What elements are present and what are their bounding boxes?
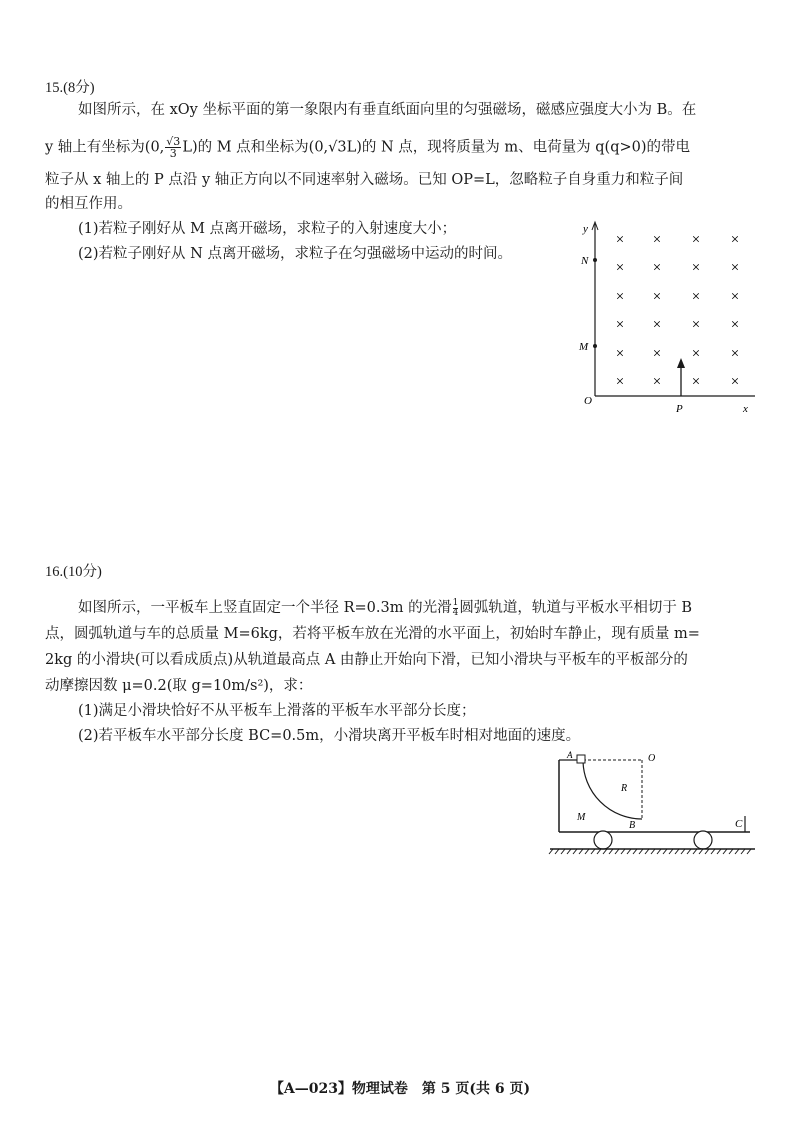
ground-hatch-mark: [639, 849, 643, 854]
field-cross-icon: ×: [691, 289, 701, 305]
origin-label: O: [584, 395, 592, 407]
point-m-label: M: [579, 341, 589, 353]
q15-line2: [45, 136, 690, 159]
cart-track-diagram: [545, 748, 760, 858]
field-cross-icon: ×: [652, 317, 662, 333]
field-cross-icon: ×: [652, 260, 662, 276]
field-cross-icon: ×: [691, 346, 701, 362]
q15-sub1: (1)若粒子刚好从 M 点离开磁场，求粒子的入射速度大小；: [78, 221, 457, 237]
field-cross-icon: ×: [652, 232, 662, 248]
field-cross-icon: ×: [730, 346, 740, 362]
ground-hatch-mark: [591, 849, 595, 854]
q16-frac-den: 4: [452, 607, 459, 618]
point-m: [593, 344, 597, 348]
x-axis-label: x: [743, 403, 748, 415]
point-n: [593, 258, 597, 262]
q15-frac-den: 3: [169, 147, 177, 160]
field-cross-icon: ×: [615, 232, 625, 248]
field-cross-icon: ×: [615, 289, 625, 305]
ground-hatch-mark: [645, 849, 649, 854]
q15-line2-a: y 轴上有坐标为(0,: [45, 139, 165, 156]
field-cross-icon: ×: [691, 317, 701, 333]
ground-hatch-mark: [711, 849, 715, 854]
ground-hatch-mark: [555, 849, 559, 854]
ground-hatch-mark: [627, 849, 631, 854]
ground-hatch-mark: [579, 849, 583, 854]
q15-fraction: [165, 136, 181, 159]
ground-hatch-mark: [573, 849, 577, 854]
ground-hatch-mark: [567, 849, 571, 854]
ground-hatch-mark: [585, 849, 589, 854]
ground-hatch-mark: [687, 849, 691, 854]
ground-hatch-mark: [723, 849, 727, 854]
field-cross-icon: ×: [730, 289, 740, 305]
q16-line3: 2kg 的小滑块(可以看成质点)从轨道最高点 A 由静止开始向下滑，已知小滑块与平板车的平板部分的: [45, 652, 688, 668]
ground-hatch-mark: [603, 849, 607, 854]
ground-hatch-mark: [675, 849, 679, 854]
ground-hatch-mark: [561, 849, 565, 854]
ground-hatch-mark: [693, 849, 697, 854]
ground-hatch-mark: [609, 849, 613, 854]
ground-hatch-mark: [651, 849, 655, 854]
q15-line2-b: L)的 M 点和坐标为(0,√3L)的 N 点，现将质量为 m、电荷量为 q(q>0)的带电: [182, 139, 691, 156]
field-cross-icon: ×: [730, 374, 740, 390]
ground-hatch-mark: [597, 849, 601, 854]
ground-hatch-mark: [657, 849, 661, 854]
field-cross-icon: ×: [615, 260, 625, 276]
field-cross-icon: ×: [691, 232, 701, 248]
y-axis-label: y: [583, 223, 588, 235]
field-cross-icon: ×: [652, 289, 662, 305]
ground-hatch-mark: [681, 849, 685, 854]
ground-hatch-mark: [669, 849, 673, 854]
point-n-label: N: [581, 255, 589, 267]
field-cross-icon: ×: [730, 260, 740, 276]
q16-line4: 动摩擦因数 μ=0.2(取 g=10m/s²)，求：: [45, 678, 313, 694]
ground-hatch: [549, 849, 751, 854]
q16-line1: [78, 598, 692, 618]
label-r: R: [621, 783, 628, 794]
field-cross-icon: ×: [652, 346, 662, 362]
quarter-arc-track: [583, 760, 642, 819]
label-m: M: [577, 812, 586, 823]
field-cross-icon: ×: [691, 260, 701, 276]
q16-heading: 16.(10分): [45, 564, 102, 580]
wheel-left: [594, 831, 612, 849]
page-footer: 【A—023】物理试卷 第 5 页(共 6 页): [269, 1081, 531, 1097]
field-cross-icon: ×: [615, 346, 625, 362]
ground-hatch-mark: [663, 849, 667, 854]
ground-hatch-mark: [735, 849, 739, 854]
field-cross-icon: ×: [730, 232, 740, 248]
q15-line3: 粒子从 x 轴上的 P 点沿 y 轴正方向以不同速率射入磁场。已知 OP=L，忽略粒子自身重力和粒子间: [45, 172, 684, 188]
point-p-label: P: [676, 403, 683, 415]
ground-hatch-mark: [717, 849, 721, 854]
ground-hatch-mark: [729, 849, 733, 854]
q15-line4: 的相互作用。: [45, 196, 132, 212]
magnetic-field-diagram: [575, 218, 765, 418]
ground-hatch-mark: [633, 849, 637, 854]
q16-fraction: [453, 599, 459, 618]
slider-block: [577, 755, 585, 763]
q16-line2: 点，圆弧轨道与车的总质量 M=6kg，若将平板车放在光滑的水平面上，初始时车静止，现有质量 m=: [45, 626, 700, 642]
field-cross-icon: ×: [730, 317, 740, 333]
field-cross-icon: ×: [652, 374, 662, 390]
q15-line1: 如图所示，在 xOy 坐标平面的第一象限内有垂直纸面向里的匀强磁场，磁感应强度大小为 B。在: [78, 102, 697, 118]
field-cross-icon: ×: [615, 317, 625, 333]
q16-line1-b: 圆弧轨道，轨道与平板水平相切于 B: [459, 600, 693, 616]
field-cross-icon: ×: [615, 374, 625, 390]
field-cross-icon: ×: [691, 374, 701, 390]
velocity-arrowhead-icon: [677, 358, 685, 368]
ground-hatch-mark: [615, 849, 619, 854]
label-o: O: [648, 753, 656, 764]
field-cross-grid: [616, 232, 739, 390]
q16-sub1: (1)满足小滑块恰好不从平板车上滑落的平板车水平部分长度；: [78, 703, 476, 719]
ground-hatch-mark: [699, 849, 703, 854]
ground-hatch-mark: [741, 849, 745, 854]
label-a: A: [567, 750, 573, 760]
label-c: C: [735, 818, 743, 830]
q16-sub2: (2)若平板车水平部分长度 BC=0.5m，小滑块离开平板车时相对地面的速度。: [78, 728, 581, 744]
ground-hatch-mark: [549, 849, 553, 854]
ground-hatch-mark: [621, 849, 625, 854]
q15-frac-num: √3: [166, 135, 181, 148]
q16-frac-num: 1: [452, 597, 459, 608]
q15-heading: 15.(8分): [45, 80, 95, 96]
label-b: B: [629, 820, 636, 831]
q16-line1-a: 如图所示，一平板车上竖直固定一个半径 R=0.3m 的光滑: [78, 600, 452, 616]
ground-hatch-mark: [705, 849, 709, 854]
wheel-right: [694, 831, 712, 849]
ground-hatch-mark: [747, 849, 751, 854]
q15-sub2: (2)若粒子刚好从 N 点离开磁场，求粒子在匀强磁场中运动的时间。: [78, 246, 512, 262]
